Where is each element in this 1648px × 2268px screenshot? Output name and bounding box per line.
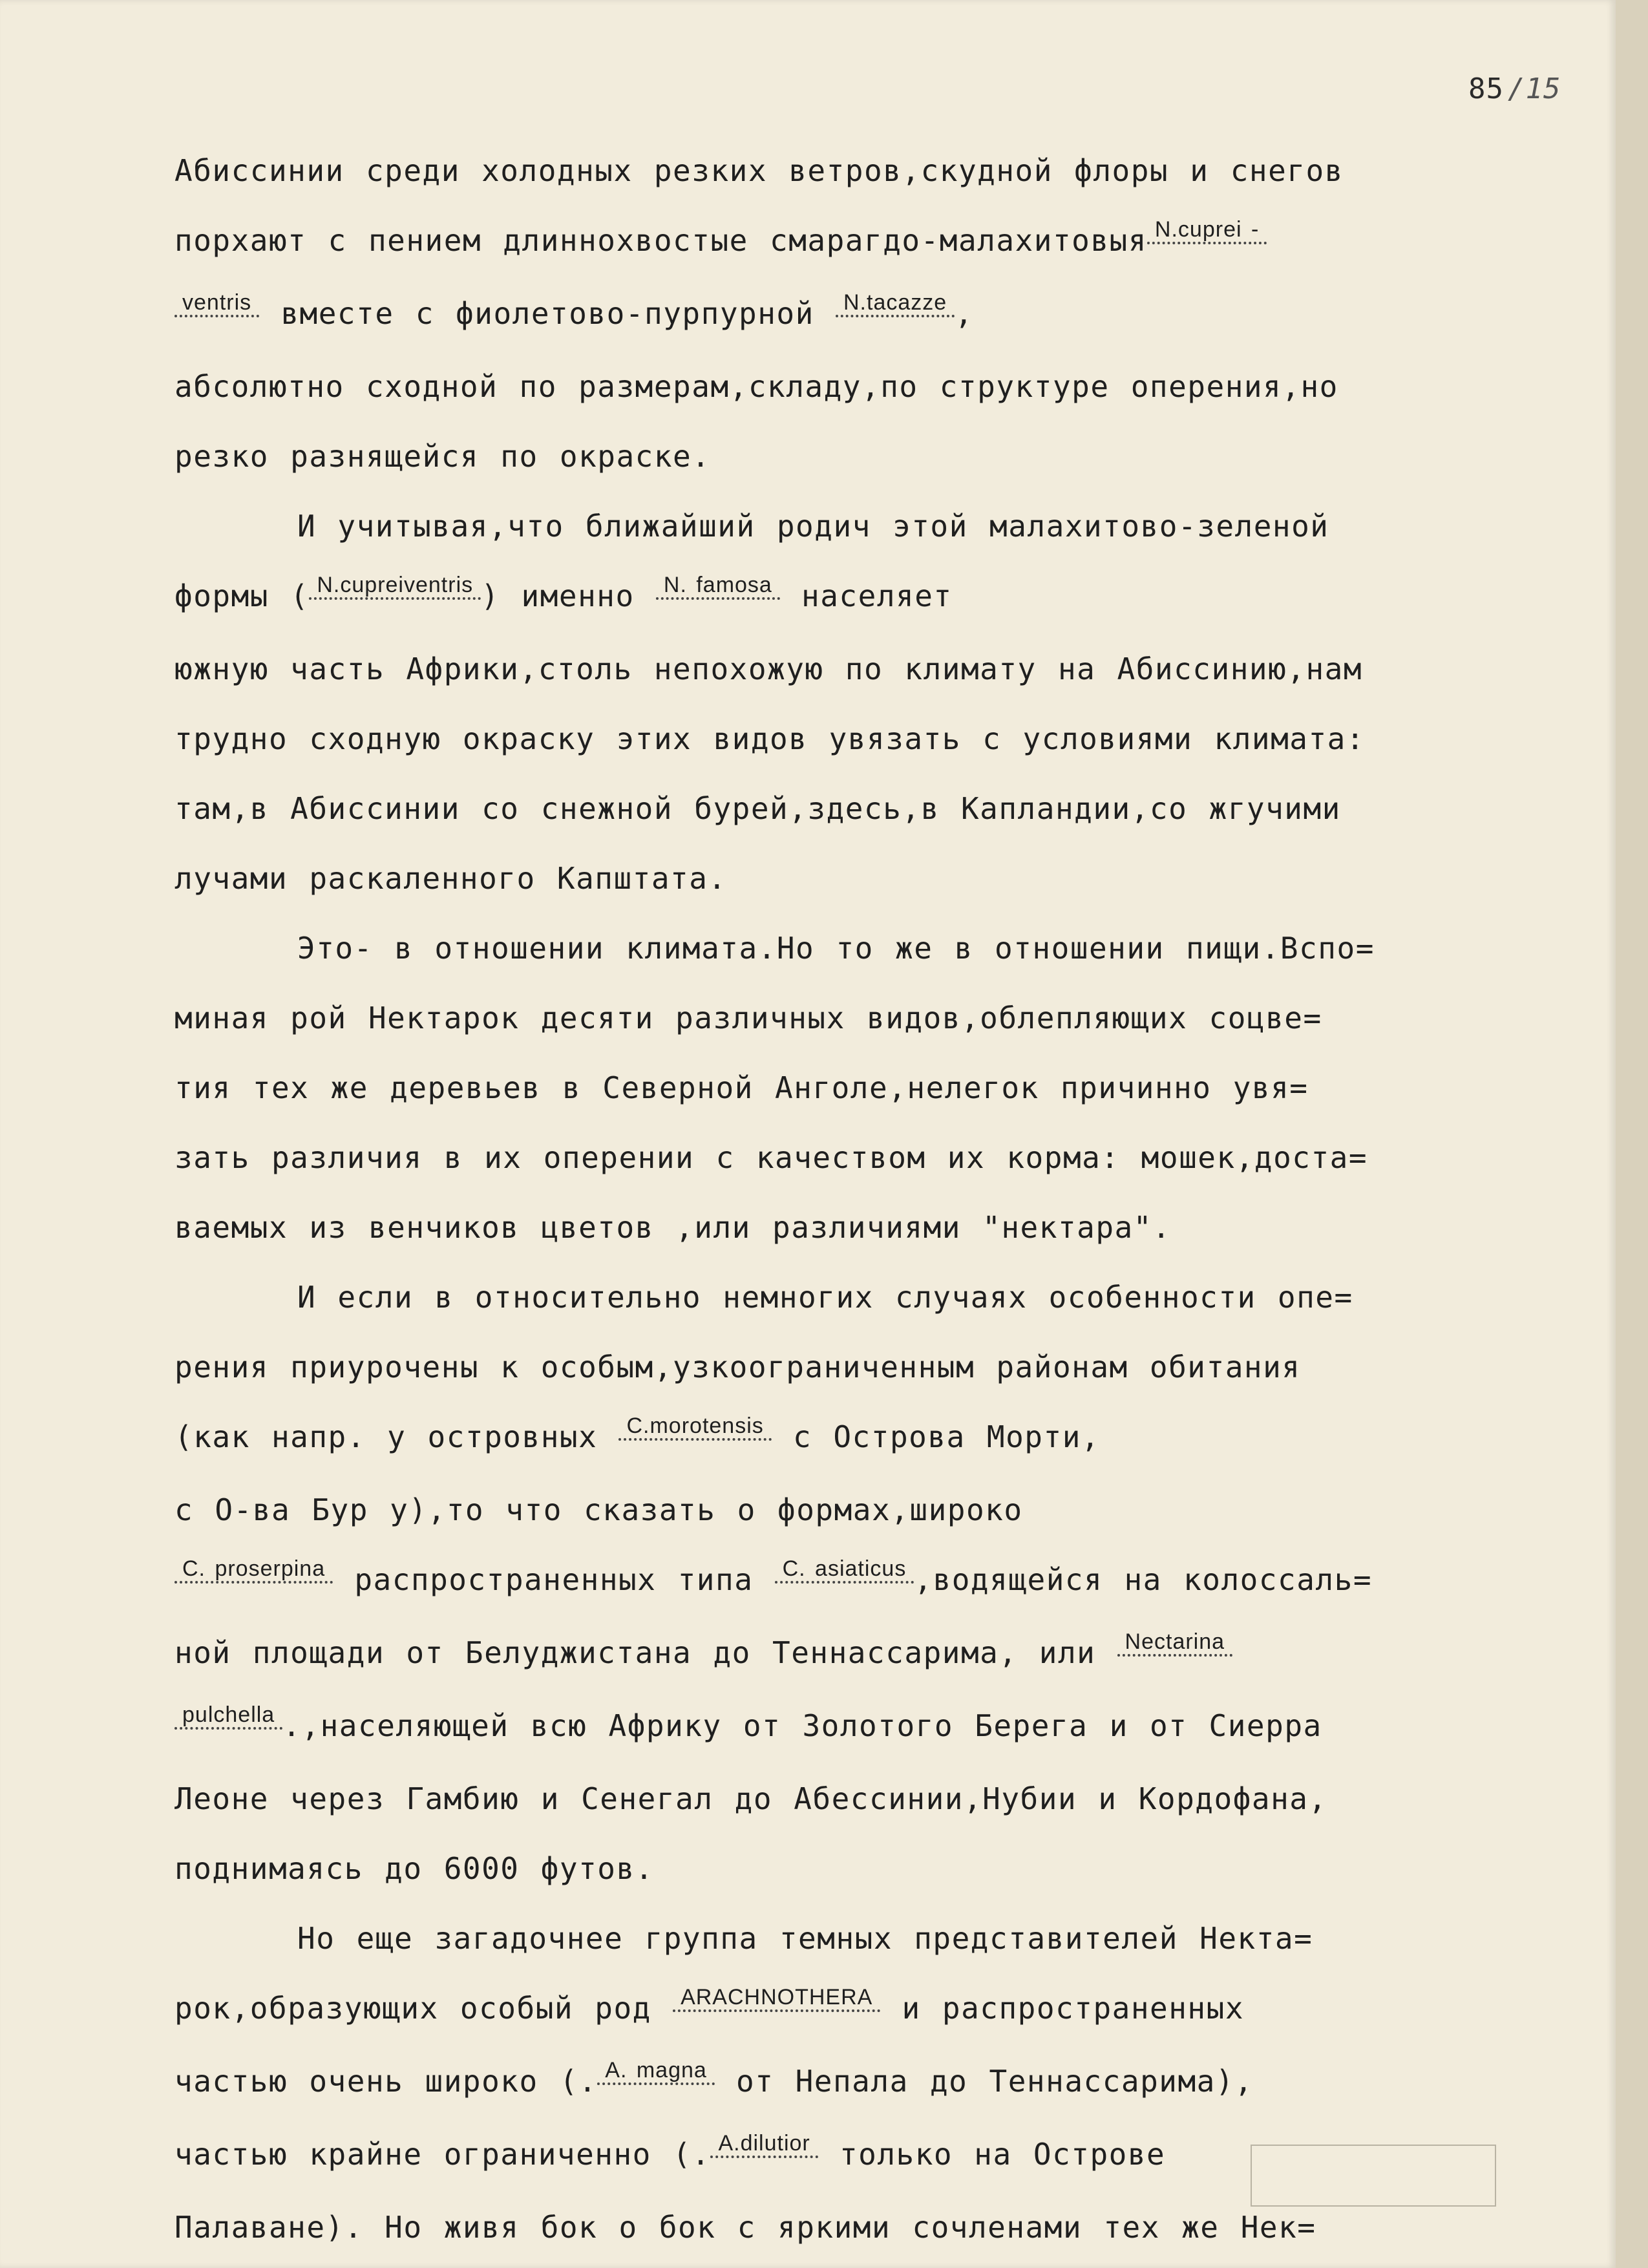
latin-species-name: C. proserpina: [174, 1556, 333, 1584]
page-number-value: 85: [1468, 72, 1504, 105]
latin-species-name: ARACHNOTHERA: [673, 1985, 880, 2012]
line-text: там,в Абиссинии со снежной бурей,здесь,в Капландии,со жгучими: [174, 791, 1341, 826]
line-text: ,водящейся на колоссаль=: [914, 1562, 1373, 1597]
line-text: рения приурочены к особым,узкоограниченным районам обитания: [174, 1350, 1301, 1384]
page-mark-value: 15: [1525, 72, 1561, 105]
text-line: [174, 634, 1545, 704]
text-line: [174, 279, 1545, 352]
line-text: Это- в отношении климата.Но то же в отношении пищи.Вспо=: [297, 931, 1375, 966]
text-line: [174, 843, 1545, 913]
latin-species-name: N.tacazze: [836, 290, 955, 317]
text-line: [174, 1123, 1545, 1192]
line-text: частью очень широко (.: [174, 2064, 598, 2099]
line-text: от Непала до Теннассарима),: [736, 2064, 1254, 2099]
line-text: рок,образующих особый род: [174, 1991, 651, 2026]
latin-species-name: N.cupreiventris: [309, 573, 481, 600]
line-text: И учитывая,что ближайший родич этой малахитово-зеленой: [297, 509, 1329, 544]
line-text: И если в относительно немногих случаях особенности опе=: [297, 1280, 1353, 1315]
line-text: с О-ва Бур у),то что сказать о формах,широко: [174, 1492, 1023, 1527]
line-text: ваемых из венчиков цветов ,или различиями "нектара".: [174, 1210, 1172, 1245]
line-text: ) именно: [481, 578, 635, 613]
line-text: и распространенных: [902, 1991, 1245, 2026]
line-text: порхают с пением длиннохвостые смарагдо-малахитовыя: [174, 223, 1147, 258]
line-text: (как напр. у островных: [174, 1419, 598, 1454]
text-line: [174, 136, 1545, 206]
text-line: [174, 1475, 1545, 1545]
latin-species-name: Nectarina: [1117, 1629, 1233, 1657]
line-text: Палаване). Но живя бок о бок с яркими сочленами тех же Нек=: [174, 2210, 1316, 2245]
latin-species-name: ventris: [174, 290, 259, 317]
line-text: зать различия в их оперении с качеством их корма: мошек,доста=: [174, 1140, 1368, 1175]
line-text: миная рой Нектарок десяти различных видов,облепляющих соцве=: [174, 1001, 1322, 1035]
latin-species-name: C. asiaticus: [775, 1556, 914, 1584]
line-text: ной площади от Белуджистана до Теннассарима, или: [174, 1635, 1096, 1670]
latin-species-name: N.cuprei -: [1147, 217, 1267, 244]
text-line: [174, 1903, 1545, 1973]
text-line: [174, 491, 1545, 561]
text-line: [174, 561, 1545, 634]
line-text: частью крайне ограниченно (.: [174, 2137, 711, 2172]
page-number: [1468, 72, 1561, 105]
line-text: абсолютно сходной по размерам,складу,по структуре оперения,но: [174, 369, 1338, 404]
text-line: [174, 1053, 1545, 1123]
text-line: [174, 1402, 1545, 1475]
text-line: [174, 913, 1545, 983]
text-line: [174, 1545, 1545, 1618]
text-line: [174, 1262, 1545, 1332]
latin-species-name: N. famosa: [656, 573, 780, 600]
line-text: только на Острове: [839, 2137, 1166, 2172]
text-line: [174, 983, 1545, 1053]
latin-species-name: A.dilutior: [710, 2131, 818, 2158]
latin-species-name: C.morotensis: [618, 1414, 771, 1441]
text-line: [174, 1691, 1545, 1764]
archive-stamp: [1251, 2145, 1496, 2207]
text-line: [174, 421, 1545, 491]
line-text: лучами раскаленного Капштата.: [174, 861, 727, 896]
latin-species-name: A. magna: [597, 2058, 715, 2085]
line-text: распространенных типа: [354, 1562, 754, 1597]
text-line: [174, 1192, 1545, 1262]
text-line: [174, 352, 1545, 421]
line-text: тия тех же деревьев в Северной Анголе,нелегок причинно увя=: [174, 1070, 1309, 1105]
text-line: [174, 1618, 1545, 1691]
text-line: [174, 774, 1545, 843]
line-text: формы (: [174, 578, 310, 613]
text-line: [174, 1973, 1545, 2046]
typed-text-body: [174, 136, 1545, 2262]
line-text: ,: [955, 296, 974, 331]
line-text: трудно сходную окраску этих видов увязать с условиями климата:: [174, 721, 1366, 756]
line-text: вместе с фиолетово-пурпурной: [280, 296, 814, 331]
line-text: Леоне через Гамбию и Сенегал до Абессинии,Нубии и Кордофана,: [174, 1781, 1327, 1816]
text-line: [174, 1834, 1545, 1903]
page-number-mark: /15: [1507, 72, 1561, 105]
page-edge: [1616, 0, 1648, 2268]
line-text: Но еще загадочнее группа темных представителей Некта=: [297, 1921, 1313, 1956]
text-line: [174, 704, 1545, 774]
text-line: [174, 206, 1545, 279]
line-text: Абиссинии среди холодных резких ветров,скудной флоры и снегов: [174, 153, 1344, 188]
line-text: южную часть Африки,столь непохожую по климату на Абиссинию,нам: [174, 652, 1363, 686]
line-text: населяет: [801, 578, 953, 613]
text-line: [174, 1332, 1545, 1402]
latin-species-name: pulchella: [174, 1702, 282, 1730]
line-text: .,населяющей всю Африку от Золотого Берега и от Сиерра: [282, 1708, 1322, 1743]
text-line: [174, 1764, 1545, 1834]
line-text: поднимаясь до 6000 футов.: [174, 1851, 654, 1886]
line-text: резко разнящейся по окраске.: [174, 439, 711, 474]
line-text: с Острова Морти,: [792, 1419, 1101, 1454]
text-line: [174, 2046, 1545, 2119]
